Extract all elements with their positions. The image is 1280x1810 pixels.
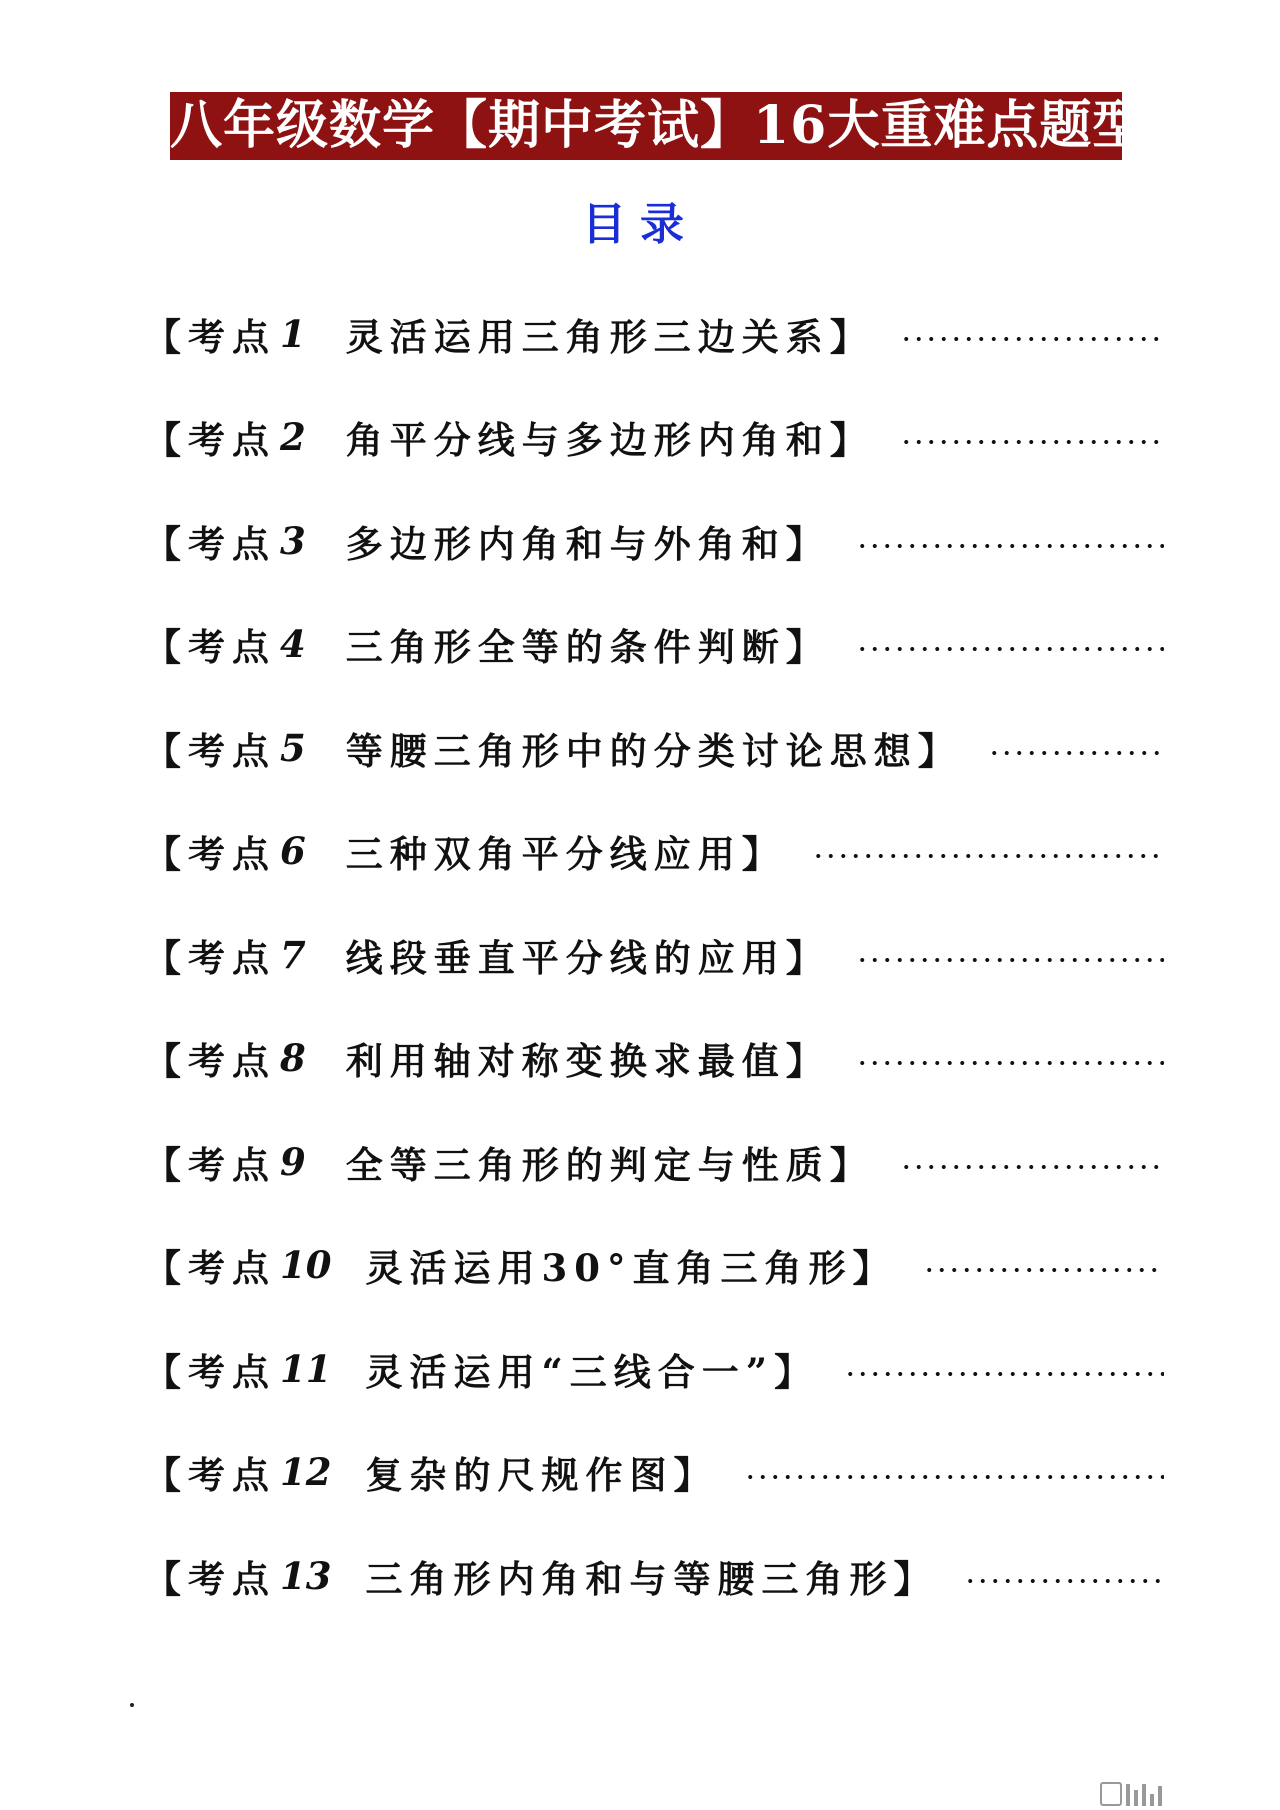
toc-item xyxy=(144,903,1164,1007)
toc-item-topic: 灵活运用三角形三边关系】 xyxy=(345,314,874,359)
toc-item-number: 11 xyxy=(280,1346,332,1391)
toc-item xyxy=(144,1214,1164,1318)
toc-item-number: 5 xyxy=(280,725,306,770)
toc-item-label: 【考点 xyxy=(144,1349,276,1394)
toc-item-topic: 三种双角平分线应用】 xyxy=(345,832,786,877)
toc-item-number: 8 xyxy=(280,1036,306,1081)
toc-item-number: 9 xyxy=(280,1139,306,1184)
toc-leader-dots xyxy=(844,1371,1164,1377)
toc-item-topic: 复杂的尺规作图】 xyxy=(365,1453,718,1498)
toc-item xyxy=(144,1110,1164,1214)
toc-item-number: 6 xyxy=(280,829,306,874)
toc-item-topic: 三角形全等的条件判断】 xyxy=(345,625,830,670)
toc-item-number: 2 xyxy=(280,415,306,460)
toc-item xyxy=(144,1524,1164,1628)
watermark-logo-icon xyxy=(1100,1782,1162,1806)
toc-item xyxy=(144,386,1164,490)
toc-item-topic: 三角形内角和与等腰三角形】 xyxy=(365,1556,938,1601)
toc-item xyxy=(144,800,1164,904)
toc-item-label: 【考点 xyxy=(144,1142,276,1187)
toc-item xyxy=(144,696,1164,800)
toc-item-number: 3 xyxy=(280,518,306,563)
toc-item-label: 【考点 xyxy=(144,418,276,463)
toc-item-label: 【考点 xyxy=(144,521,276,566)
toc-item-number: 13 xyxy=(280,1553,332,1598)
toc-leader-dots xyxy=(900,1164,1164,1170)
toc-item xyxy=(144,282,1164,386)
toc-leader-dots xyxy=(856,957,1164,963)
toc-item-label: 【考点 xyxy=(144,625,276,670)
toc-leader-dots xyxy=(900,439,1164,445)
toc-item-topic: 线段垂直平分线的应用】 xyxy=(345,935,830,980)
table-of-contents xyxy=(144,282,1164,1628)
toc-item-label: 【考点 xyxy=(144,832,276,877)
toc-item-topic: 灵活运用“三线合一”】 xyxy=(365,1349,819,1394)
toc-item xyxy=(144,489,1164,593)
toc-item-topic: 全等三角形的判定与性质】 xyxy=(345,1142,874,1187)
toc-item-label: 【考点 xyxy=(144,1453,276,1498)
toc-item-label: 【考点 xyxy=(144,1246,276,1291)
toc-leader-dots xyxy=(856,543,1164,549)
toc-leader-dots xyxy=(812,853,1164,859)
toc-leader-dots xyxy=(988,750,1164,756)
toc-item-label: 【考点 xyxy=(144,1556,276,1601)
toc-item-number: 1 xyxy=(280,311,306,356)
toc-item-label: 【考点 xyxy=(144,1039,276,1084)
toc-item-number: 12 xyxy=(280,1450,332,1495)
toc-item xyxy=(144,593,1164,697)
toc-leader-dots xyxy=(964,1578,1165,1584)
toc-leader-dots xyxy=(900,336,1164,342)
toc-item-label: 【考点 xyxy=(144,935,276,980)
toc-item-number: 4 xyxy=(280,622,306,667)
toc-heading: 目录 xyxy=(582,199,698,250)
page-title: 八年级数学【期中考试】16大重难点题型 xyxy=(170,92,1122,160)
toc-item xyxy=(144,1317,1164,1421)
toc-leader-dots xyxy=(923,1267,1165,1273)
toc-item-topic: 角平分线与多边形内角和】 xyxy=(345,418,874,463)
toc-item-topic: 灵活运用30°直角三角形】 xyxy=(365,1246,897,1291)
stray-dot xyxy=(130,1703,134,1707)
toc-item-topic: 多边形内角和与外角和】 xyxy=(345,521,830,566)
toc-item xyxy=(144,1421,1164,1525)
toc-item-number: 7 xyxy=(280,932,306,977)
toc-item-topic: 利用轴对称变换求最值】 xyxy=(345,1039,830,1084)
toc-item-label: 【考点 xyxy=(144,314,276,359)
toc-item-label: 【考点 xyxy=(144,728,276,773)
toc-item xyxy=(144,1007,1164,1111)
toc-item-topic: 等腰三角形中的分类讨论思想】 xyxy=(345,728,962,773)
toc-item-number: 10 xyxy=(280,1243,332,1288)
toc-leader-dots xyxy=(856,646,1164,652)
toc-leader-dots xyxy=(744,1474,1165,1480)
toc-leader-dots xyxy=(856,1060,1164,1066)
